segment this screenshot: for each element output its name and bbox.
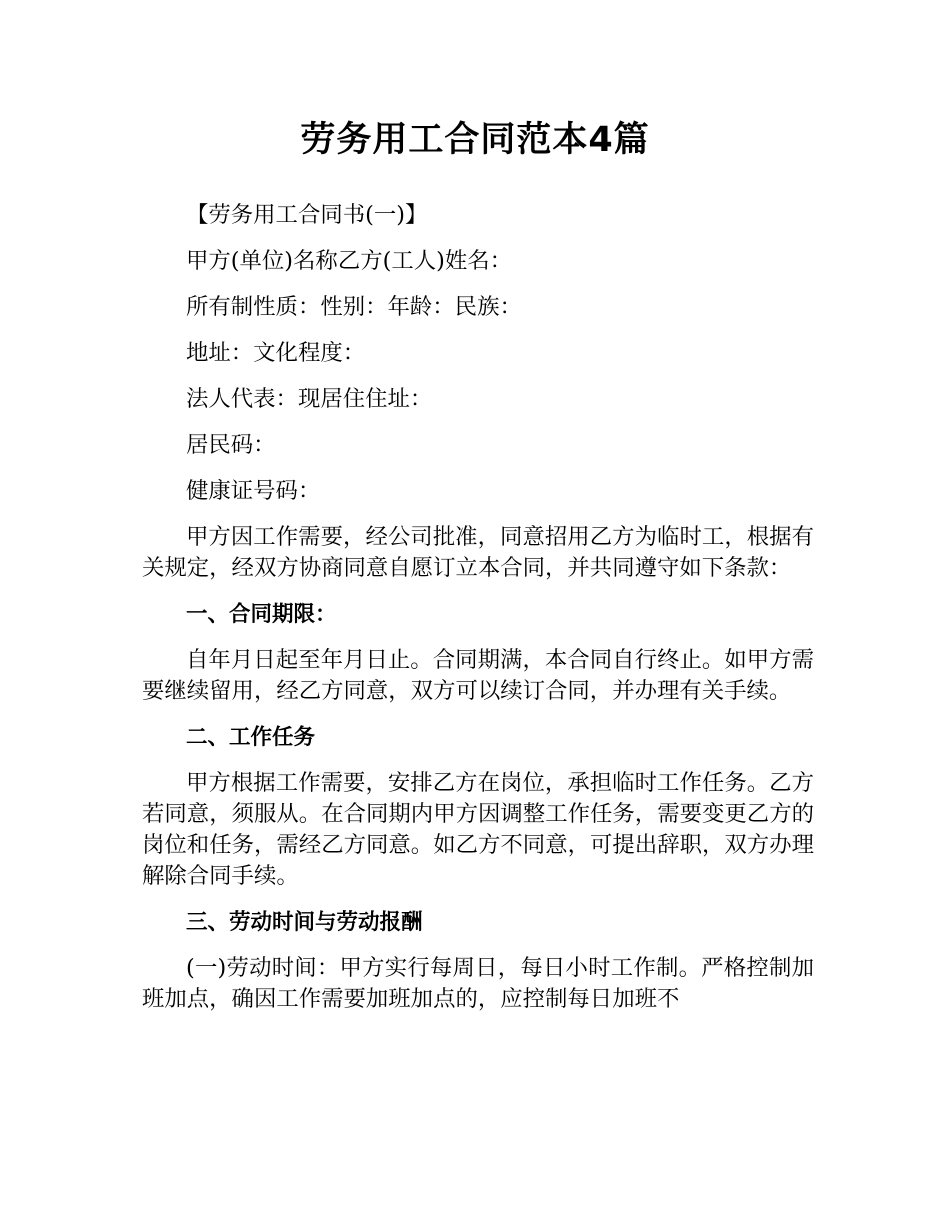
paragraph-resident-code: 居民码： (186, 432, 276, 458)
paragraph-health-cert: 健康证号码： (186, 478, 321, 504)
document-title: 劳务用工合同范本4篇 (300, 120, 650, 160)
document-body (142, 200, 814, 1030)
heading-contract-term: 一、合同期限： (186, 602, 337, 627)
heading-work-tasks: 二、工作任务 (186, 725, 316, 750)
heading-work-hours-pay: 三、劳动时间与劳动报酬 (186, 910, 423, 935)
paragraph-section-heading: 【劳务用工合同书(一)】 (186, 202, 428, 228)
paragraph-work-tasks: 甲方根据工作需要，安排乙方在岗位，承担临时工作任务。乙方若同意，须服从。在合同期内甲方因调整工作任务，需要变更乙方的岗位和任务，需经乙方同意。如乙方不同意，可提出辞职，双方办理解除合同手续。 (142, 770, 814, 889)
paragraph-work-hours: (一)劳动时间：甲方实行每周日，每日小时工作制。严格控制加班加点，确因工作需要加班加点的，应控制每日加班不 (142, 955, 814, 1012)
paragraph-contract-term: 自年月日起至年月日止。合同期满，本合同自行终止。如甲方需要继续留用，经乙方同意，双方可以续订合同，并办理有关手续。 (142, 647, 814, 704)
paragraph-party-names: 甲方(单位)名称乙方(工人)姓名： (186, 248, 513, 274)
paragraph-ownership-gender-age: 所有制性质：性别：年龄：民族： (186, 294, 522, 320)
paragraph-address-education: 地址：文化程度： (186, 340, 366, 366)
paragraph-legal-rep-address: 法人代表：现居住住址： (186, 386, 433, 412)
paragraph-preamble: 甲方因工作需要，经公司批准，同意招用乙方为临时工，根据有关规定，经双方协商同意自愿订立本合同，并共同遵守如下条款： (142, 524, 814, 581)
